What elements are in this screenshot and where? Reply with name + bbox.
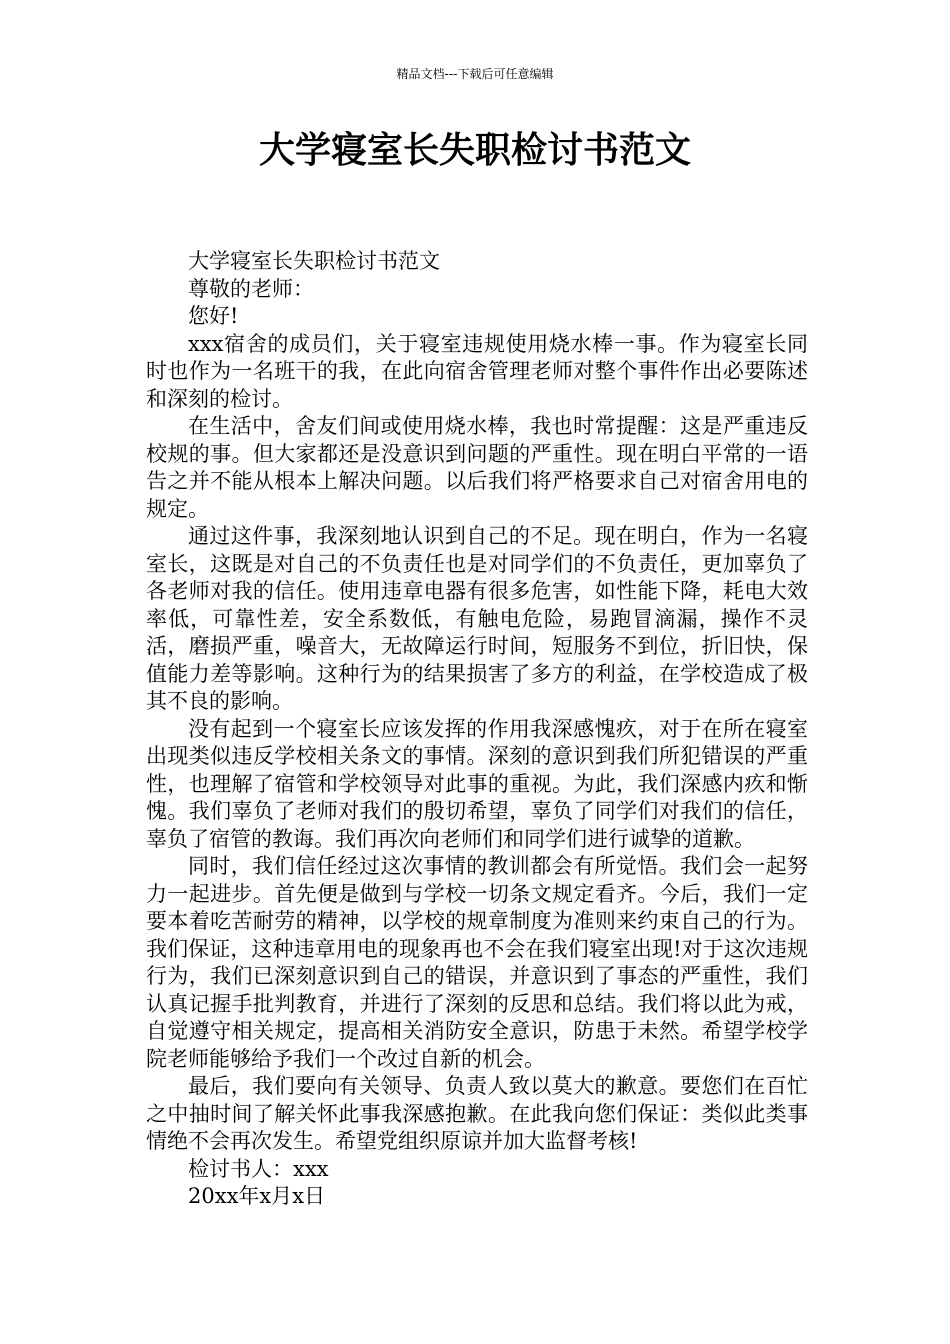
signature: 检讨书人：xxx xyxy=(188,1156,329,1181)
paragraph: 同时，我们信任经过这次事情的教训都会有所觉悟。我们会一起努力一起进步。首先便是做到与学校一切条文规定看齐。今后，我们一定要本着吃苦耐劳的精神，以学校的规章制度为准则来约束自己的行为。我们保证，这种违章用电的现象再也不会在我们寝室出现!对于这次违规行为，我们已深刻意识到自己的错误，并意识到了事态的严重性，我们认真记握手批判教育，并进行了深刻的反思和总结。我们将以此为戒，自觉遵守相关规定，提高相关消防安全意识，防患于未然。希望学校学院老师能够给予我们一个改过自新的机会。 xyxy=(146,854,808,1071)
paragraph: 最后，我们要向有关领导、负责人致以莫大的歉意。要您们在百忙之中抽时间了解关怀此事我深感抱歉。在此我向您们保证：类似此类事情绝不会再次发生。希望党组织原谅并加大监督考核! xyxy=(146,1074,808,1153)
paragraph: 没有起到一个寝室长应该发挥的作用我深感愧疚，对于在所在寝室出现类似违反学校相关条文的事情。深刻的意识到我们所犯错误的严重性，也理解了宿管和学校领导对此事的重视。为此，我们深感内疚和惭愧。我们辜负了老师对我们的殷切希望，辜负了同学们对我们的信任，辜负了宿管的教诲。我们再次向老师们和同学们进行诚挚的道歉。 xyxy=(146,716,808,851)
paragraph: 在生活中，舍友们间或使用烧水棒，我也时常提醒：这是严重违反校规的事。但大家都还是没意识到问题的严重性。现在明白平常的一语告之并不能从根本上解决问题。以后我们将严格要求自己对宿舍用电的规定。 xyxy=(146,414,808,521)
paragraph: xxx宿舍的成员们，关于寝室违规使用烧水棒一事。作为寝室长同时也作为一名班干的我，在此向宿舍管理老师对整个事件作出必要陈述和深刻的检讨。 xyxy=(146,331,808,411)
salutation: 尊敬的老师： xyxy=(188,276,314,301)
header-note: 精品文档---下载后可任意编辑 xyxy=(396,67,554,81)
greeting: 您好! xyxy=(188,304,239,328)
document-title: 大学寝室长失职检讨书范文 xyxy=(258,130,691,171)
document-subtitle: 大学寝室长失职检讨书范文 xyxy=(188,249,440,273)
date: 20xx年x月x日 xyxy=(188,1184,326,1208)
paragraph: 通过这件事，我深刻地认识到自己的不足。现在明白，作为一名寝室长，这既是对自己的不负责任也是对同学们的不负责任，更加辜负了各老师对我的信任。使用违章电器有很多危害，如性能下降，耗电大效率低，可靠性差，安全系数低，有触电危险，易跑冒滴漏，操作不灵活，磨损严重，噪音大，无故障运行时间，短服务不到位，折旧快，保值能力差等影响。这种行为的结果损害了多方的利益，在学校造成了极其不良的影响。 xyxy=(146,524,808,713)
document-body xyxy=(146,248,808,1211)
